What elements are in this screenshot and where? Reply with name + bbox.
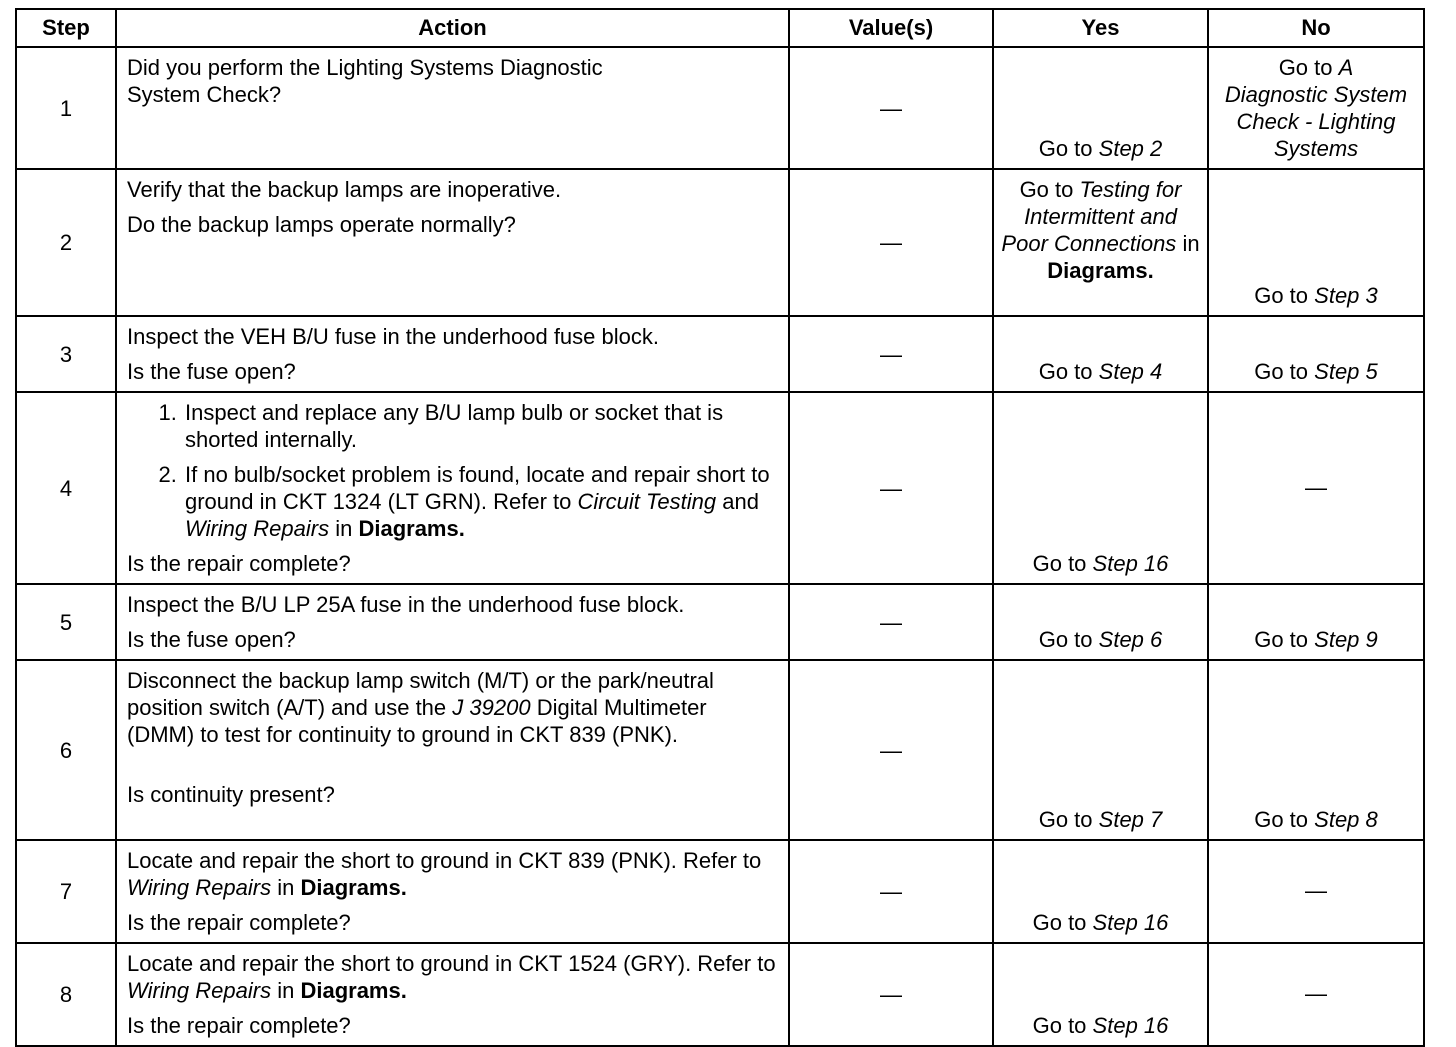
action-cell <box>116 169 789 316</box>
no-cell[interactable] <box>1208 584 1424 660</box>
goto-label: Go to <box>1038 807 1093 832</box>
table-row <box>16 169 1424 316</box>
no-link-part[interactable]: A <box>1338 55 1354 80</box>
action-text: Verify that the backup lamps are inoperative. <box>127 177 562 202</box>
header-row <box>16 9 1424 47</box>
value-cell: — <box>789 660 993 840</box>
action-text: Locate and repair the short to ground in CKT 1524 (GRY). Refer to Wiring Repairs in Diagrams. <box>127 951 776 1003</box>
yes-link[interactable]: Step 2 <box>1098 136 1163 161</box>
step-number: 3 <box>16 316 116 392</box>
list-item: 2. If no bulb/socket problem is found, locate and repair short to ground in CKT 1324 (LT GRN). Refer to Circuit Testing and Wiring Repairs in Diagrams. <box>183 461 778 542</box>
action-text: Inspect the VEH B/U fuse in the underhood fuse block. <box>127 324 659 349</box>
yes-link[interactable]: Step 6 <box>1098 627 1163 652</box>
yes-cell[interactable] <box>993 660 1208 840</box>
table-row <box>16 47 1424 169</box>
action-question: Is the repair complete? <box>127 551 351 576</box>
yes-cell[interactable] <box>993 840 1208 943</box>
yes-cell[interactable] <box>993 316 1208 392</box>
in-label: in <box>1182 231 1200 256</box>
no-cell[interactable] <box>1208 169 1424 316</box>
step-number: 4 <box>16 392 116 584</box>
no-cell[interactable] <box>1208 316 1424 392</box>
action-question: Is the fuse open? <box>127 359 296 384</box>
yes-link[interactable]: Step 16 <box>1092 910 1169 935</box>
value-cell: — <box>789 316 993 392</box>
value-cell: — <box>789 840 993 943</box>
diagrams-label: Diagrams <box>1047 258 1148 283</box>
wiring-repairs-link[interactable]: Wiring Repairs <box>185 516 330 541</box>
value-cell: — <box>789 169 993 316</box>
value-cell: — <box>789 47 993 169</box>
tool-link[interactable]: J 39200 <box>452 695 531 720</box>
value-cell: — <box>789 392 993 584</box>
action-cell <box>116 47 789 169</box>
yes-cell[interactable]: Go to Testing for Intermittent and Poor Connections in Diagrams. <box>993 169 1208 316</box>
header-no: No <box>1208 9 1424 47</box>
action-text: Locate and repair the short to ground in CKT 839 (PNK). Refer to Wiring Repairs in Diagrams. <box>127 848 762 900</box>
no-cell[interactable] <box>1208 660 1424 840</box>
table-row <box>16 660 1424 840</box>
no-cell: — <box>1208 840 1424 943</box>
action-question: Do the backup lamps operate normally? <box>127 212 516 237</box>
no-link[interactable]: Step 9 <box>1314 627 1378 652</box>
table-row <box>16 943 1424 1046</box>
no-link[interactable]: Diagnostic System Check - Lighting Systems <box>1224 82 1408 161</box>
step-number: 5 <box>16 584 116 660</box>
step-number: 2 <box>16 169 116 316</box>
action-question: Is the repair complete? <box>127 1013 351 1038</box>
circuit-testing-link[interactable]: Circuit Testing <box>577 489 717 514</box>
diagnostic-table <box>15 8 1425 1047</box>
goto-label: Go to <box>1254 807 1309 832</box>
goto-label: Go to <box>1254 283 1309 308</box>
action-text: Disconnect the backup lamp switch (M/T) or the park/neutral position switch (A/T) and use the J 39200 Digital Multimeter (DMM) to test for continuity to ground in CKT 839 (PNK). <box>127 668 714 747</box>
goto-label: Go to <box>1032 551 1087 576</box>
action-cell <box>116 943 789 1046</box>
header-yes: Yes <box>993 9 1208 47</box>
wiring-repairs-link[interactable]: Wiring Repairs <box>127 978 272 1003</box>
action-text: Inspect the B/U LP 25A fuse in the underhood fuse block. <box>127 592 685 617</box>
yes-link[interactable]: Step 16 <box>1092 551 1169 576</box>
no-link[interactable]: Step 5 <box>1314 359 1378 384</box>
yes-cell[interactable] <box>993 47 1208 169</box>
goto-label: Go to <box>1032 910 1087 935</box>
goto-label: Go to <box>1254 359 1309 384</box>
yes-cell[interactable] <box>993 584 1208 660</box>
no-cell: — <box>1208 392 1424 584</box>
goto-label: Go to <box>1032 1013 1087 1038</box>
table-row <box>16 316 1424 392</box>
no-link[interactable]: Step 3 <box>1314 283 1378 308</box>
yes-cell[interactable] <box>993 392 1208 584</box>
value-cell: — <box>789 943 993 1046</box>
action-question: Is continuity present? <box>127 782 335 807</box>
action-question: Is the repair complete? <box>127 910 351 935</box>
goto-label: Go to <box>1038 359 1093 384</box>
no-cell: — <box>1208 943 1424 1046</box>
table-row <box>16 840 1424 943</box>
table-row <box>16 392 1424 584</box>
action-cell <box>116 584 789 660</box>
goto-label: Go to <box>1038 136 1093 161</box>
action-list <box>127 399 778 542</box>
goto-label: Go to <box>1278 55 1333 80</box>
action-question: Is the fuse open? <box>127 627 296 652</box>
no-link[interactable]: Step 8 <box>1314 807 1378 832</box>
yes-link[interactable]: Testing for Intermittent and Poor Connections <box>1001 177 1182 256</box>
step-number: 8 <box>16 943 116 1046</box>
no-cell[interactable] <box>1208 47 1424 169</box>
goto-label: Go to <box>1038 627 1093 652</box>
yes-link[interactable]: Step 4 <box>1098 359 1163 384</box>
header-values: Value(s) <box>789 9 993 47</box>
goto-label: Go to <box>1254 627 1309 652</box>
value-cell: — <box>789 584 993 660</box>
step-number: 7 <box>16 840 116 943</box>
step-number: 6 <box>16 660 116 840</box>
list-item: 1. Inspect and replace any B/U lamp bulb or socket that is shorted internally. <box>183 399 778 453</box>
table-row <box>16 584 1424 660</box>
header-action: Action <box>116 9 789 47</box>
yes-cell[interactable] <box>993 943 1208 1046</box>
yes-link[interactable]: Step 16 <box>1092 1013 1169 1038</box>
step-number: 1 <box>16 47 116 169</box>
action-cell <box>116 316 789 392</box>
action-cell <box>116 840 789 943</box>
action-text: Did you perform the Lighting Systems Diagnostic System Check? <box>127 55 603 107</box>
goto-label: Go to <box>1019 177 1074 202</box>
yes-link[interactable]: Step 7 <box>1098 807 1163 832</box>
header-step: Step <box>16 9 116 47</box>
wiring-repairs-link[interactable]: Wiring Repairs <box>127 875 272 900</box>
action-cell <box>116 392 789 584</box>
action-cell <box>116 660 789 840</box>
